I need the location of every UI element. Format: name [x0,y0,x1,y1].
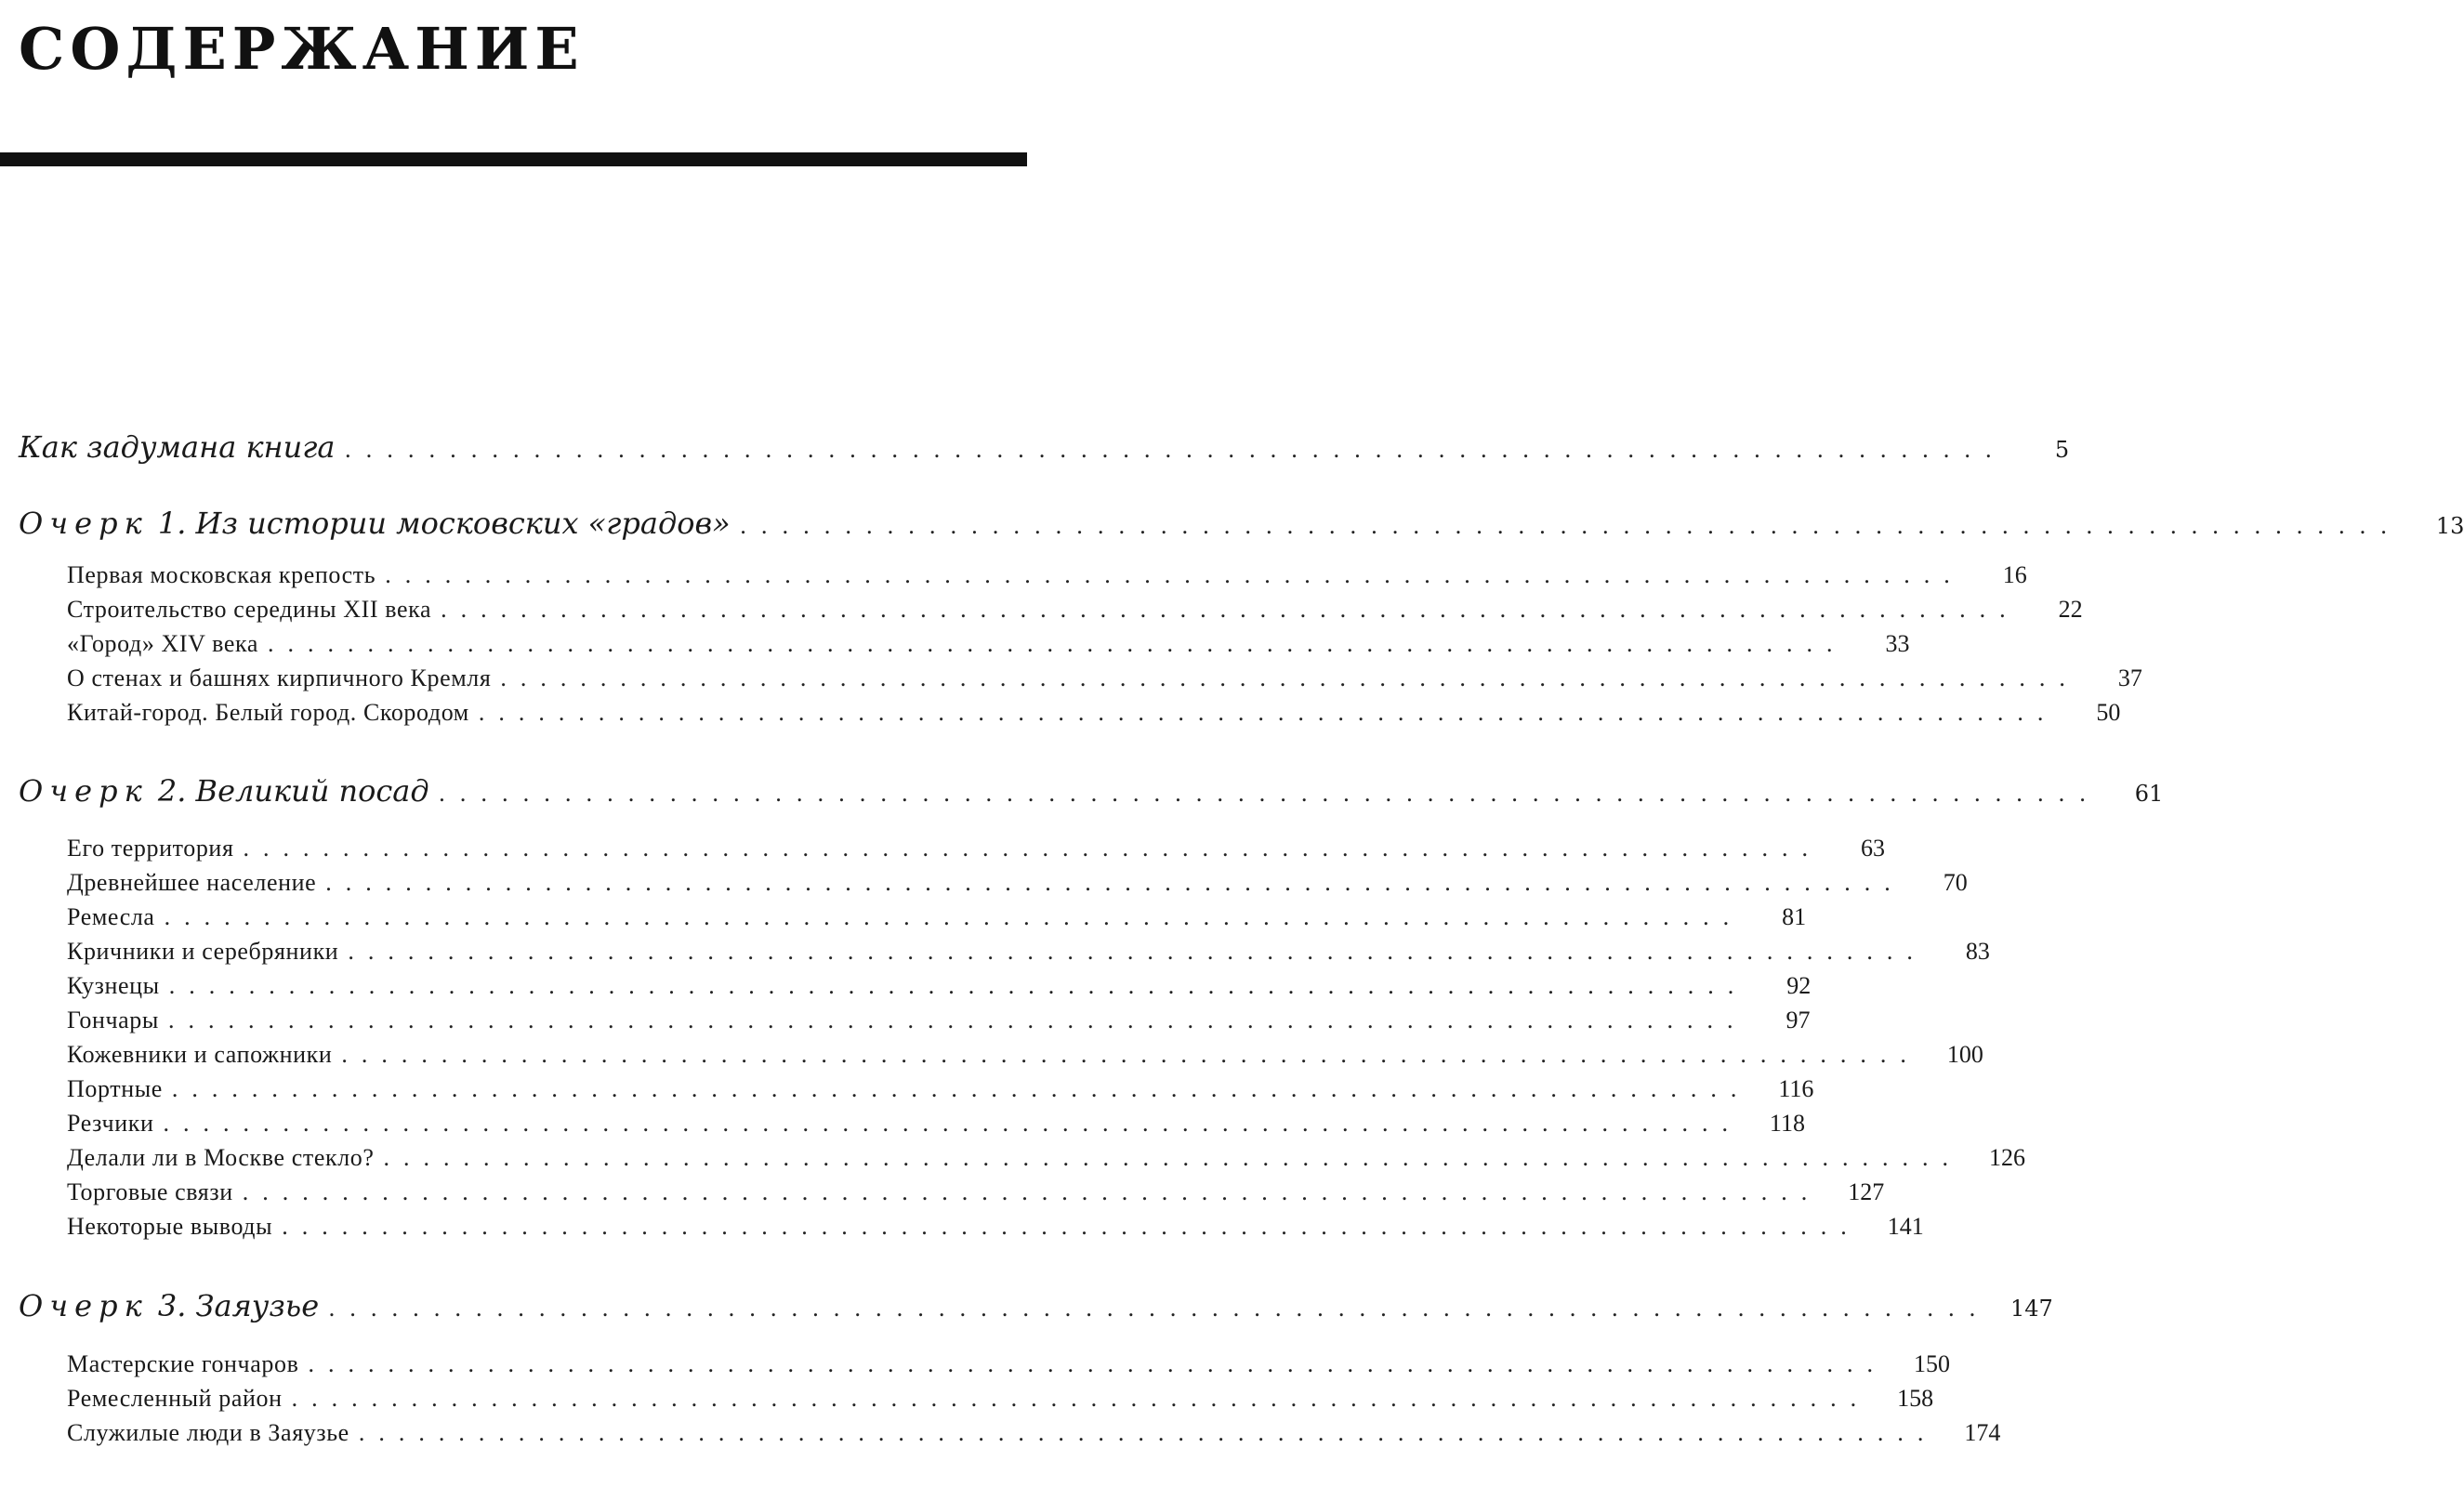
toc-entry[interactable] [67,1419,2001,1447]
dot-leader: ............................................................................... [328,1296,1990,1322]
chapter-title: 1. Из истории московских «градов» [148,506,731,541]
dot-leader: ............................................................................... [171,1075,1751,1102]
toc-page-number: 13 [2435,513,2464,539]
toc-page-number: 150 [1913,1350,1950,1377]
toc-entry[interactable] [67,972,1812,1000]
toc-page-number: 70 [1943,869,1968,896]
dot-leader: ............................................................................... [243,835,1823,862]
toc-entry[interactable] [67,1075,1814,1103]
dot-leader: ............................................................................... [325,869,1904,896]
toc-page-number: 37 [2117,665,2142,691]
dot-leader: ............................................................................... [308,1350,1887,1377]
dot-leader: ............................................................................... [739,513,2402,539]
toc-entry-label: Ремесла [67,903,155,930]
toc-page-number: 81 [1782,903,1807,930]
toc-entry-label: Гончары [67,1007,159,1033]
toc-entry-label: Ремесленный район [67,1385,283,1412]
toc-page-number: 92 [1786,972,1812,999]
toc-entry-label: Делали ли в Москве стекло? [67,1144,375,1171]
toc-entry[interactable] [67,630,1910,658]
toc-entry[interactable] [67,1110,1805,1138]
toc-entry-label: Некоторые выводы [67,1213,273,1240]
dot-leader: ............................................................................... [268,630,1847,657]
toc-page-number: 22 [2058,596,2083,623]
dot-leader: ............................................................................... [348,938,1927,965]
dot-leader: ............................................................................... [341,1041,1920,1068]
toc-page-number: 127 [1848,1178,1885,1205]
toc-entry-label: Портные [67,1075,163,1102]
dot-leader: ............................................................................... [383,1144,1963,1171]
toc-page-number: 16 [2002,561,2027,588]
toc-entry[interactable] [67,1144,2026,1172]
toc-page-number: 83 [1965,938,1990,965]
toc-entry[interactable] [67,869,1968,897]
toc-page-number: 50 [2096,699,2121,726]
toc-entry[interactable] [67,561,2027,589]
toc-page-number: 100 [1946,1041,1983,1068]
toc-entry[interactable] [67,835,1886,862]
toc-page-number: 5 [2054,437,2070,463]
toc-page-number: 97 [1785,1007,1811,1033]
toc-entry-label: Мастерские гончаров [67,1350,299,1377]
toc-entry-label: Первая московская крепость [67,561,376,588]
toc-entry-intro[interactable] [19,429,2070,465]
toc-page-number: 141 [1887,1213,1924,1240]
dot-leader: ............................................................................... [478,699,2058,726]
toc-chapter-2[interactable] [19,773,2164,809]
chapter-title: 2. Великий посад [148,773,429,809]
dot-leader: ............................................................................... [385,561,1964,588]
toc-entry-label: Резчики [67,1110,154,1137]
dot-leader: ............................................................................... [441,596,2020,623]
toc-page-number: 116 [1778,1075,1814,1102]
toc-entry[interactable] [67,903,1807,931]
toc-entry-label: Служилые люди в Заяузье [67,1419,349,1446]
toc-page-number: 63 [1861,835,1886,862]
dot-leader: ............................................................................... [344,437,2007,463]
toc-entry[interactable] [67,1007,1811,1034]
toc-entry[interactable] [67,1041,1983,1069]
toc-entry[interactable] [67,596,2083,624]
chapter-prefix: Очерк [19,1288,149,1323]
dot-leader: ............................................................................... [163,1110,1742,1137]
toc-entry-label: Китай-город. Белый город. Скородом [67,699,469,726]
dot-leader: ............................................................................... [167,1007,1747,1033]
toc-entry[interactable] [67,1350,1950,1378]
toc-entry-label: Древнейшее население [67,869,317,896]
dot-leader: ............................................................................... [438,781,2101,807]
toc-page-number: 174 [1964,1419,2001,1446]
toc-entry-label: Как задумана книга [19,429,336,465]
dot-leader: ............................................................................... [500,665,2079,691]
toc-entry[interactable] [67,665,2142,692]
dot-leader: ............................................................................... [291,1385,1871,1412]
toc-entry[interactable] [67,1213,1924,1241]
dot-leader: ............................................................................... [282,1213,1861,1240]
toc-entry-label: Кричники и серебряники [67,938,339,965]
toc-entry-label: Кузнецы [67,972,160,999]
toc-entry-label: Строительство середины XII века [67,596,432,623]
page-title: СОДЕРЖАНИЕ [19,15,585,83]
toc-page-number: 118 [1769,1110,1805,1137]
toc-entry-label: О стенах и башнях кирпичного Кремля [67,665,492,691]
toc-entry[interactable] [67,938,1990,966]
toc-chapter-1[interactable] [19,506,2464,541]
toc-entry-label: Его территория [67,835,234,862]
toc-page-number: 61 [2134,781,2164,807]
dot-leader: ............................................................................... [164,903,1744,930]
toc-entry[interactable] [67,1385,1934,1413]
toc-page-number: 126 [1989,1144,2026,1171]
toc-entry[interactable] [67,699,2121,727]
toc-entry-label: «Город» XIV века [67,630,259,657]
dot-leader: ............................................................................... [168,972,1748,999]
toc-page-number: 147 [2010,1296,2053,1322]
chapter-prefix: Очерк [19,773,149,809]
dot-leader: ............................................................................... [358,1419,1938,1446]
toc-page-number: 33 [1885,630,1910,657]
chapter-prefix: Очерк [19,506,149,541]
toc-entry-label: Кожевники и сапожники [67,1041,333,1068]
toc-page-number: 158 [1897,1385,1934,1412]
chapter-title: 3. Заяузье [148,1288,320,1323]
toc-entry[interactable] [67,1178,1885,1206]
toc-entry-label: Торговые связи [67,1178,233,1205]
toc-chapter-3[interactable] [19,1288,2053,1323]
dot-leader: ............................................................................... [242,1178,1822,1205]
